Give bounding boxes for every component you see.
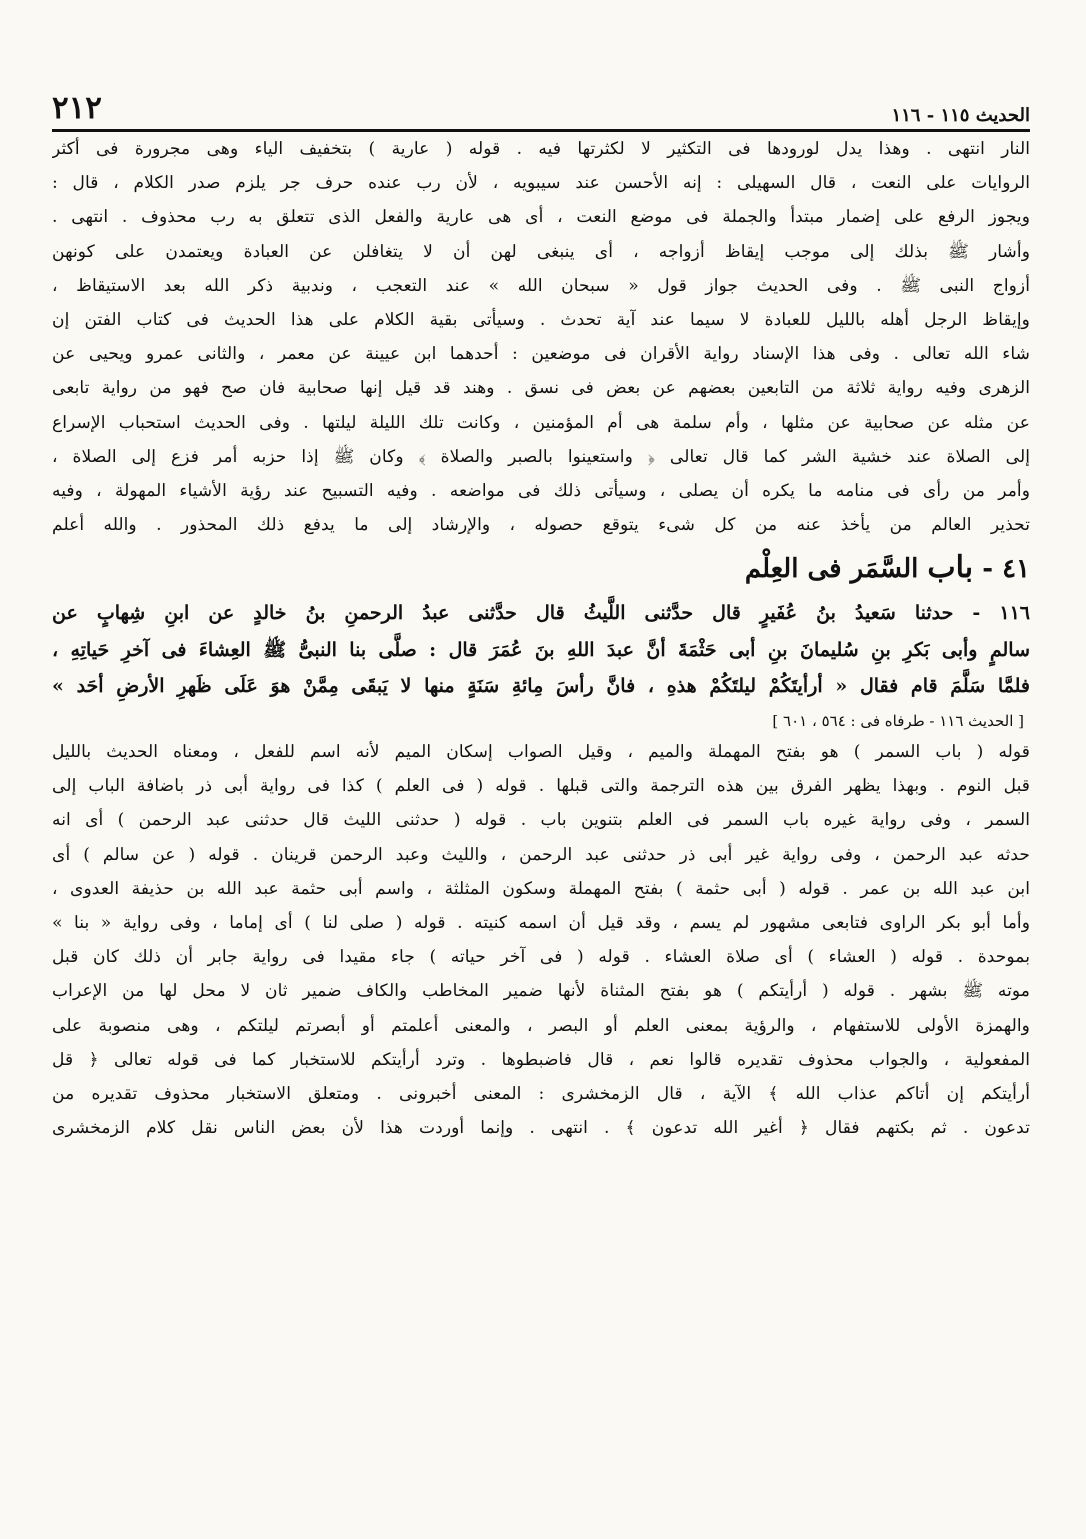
text-line: قوله ( باب السمر ) هو بفتح المهملة والميم ، وقيل الصواب إسكان الميم لأنه اسم للفعل ، ومعناه الحديث بالليل <box>52 741 1030 762</box>
text-line: وأما أبو بكر الراوى فتابعى مشهور لم يسم ، وقد قيل أن اسمه كنيته . قوله ( صلى لنا ) أى إماما ، وفى رواية « بنا » <box>52 912 1030 933</box>
text-line: ويجوز الرفع على إضمار مبتدأ والجملة فى موضع النعت ، أى هى عارية والفعل الذى تتعلق به رب محذوف . انتهى . <box>52 207 1030 228</box>
text-line: وإيقاظ الرجل أهله بالليل للعبادة لا سيما عند آية تحدث . وسيأتى بقية الكلام على هذا الحديث فى كتاب الفتن إن <box>52 310 1030 331</box>
text-line: شاء الله تعالى . وفى هذا الإسناد رواية الأقران فى موضعين : أحدهما ابن عيينة عن معمر ، والثانى عمرو ويحيى عن <box>52 344 1030 365</box>
commentary-top <box>52 132 1030 542</box>
commentary-bottom <box>52 735 1030 1145</box>
text-line: وأمر من رأى فى منامه ما يكره أن يصلى ، وسيأتى ذلك فى مواضعه . وفيه التسبيح عند رؤية الأشياء المهولة ، وفيه <box>52 481 1030 502</box>
text-line: وأشار ﷺ بذلك إلى موجب إيقاظ أزواجه ، أى ينبغى لهن أن لا يتغافلن عن العبادة ويعتمدن على كونهن <box>52 241 1030 262</box>
hadith-line: ١١٦ - حدثنا سَعيدُ بنُ عُفَيرٍ قال حدَّثنى اللَّيثُ قال حدَّثنى عبدُ الرحمنِ بنُ خالدٍ عن ابنِ شِهابٍ عن <box>52 602 1030 625</box>
text-line: قبل النوم . وبهذا يظهر الفرق بين هذه الترجمة والتى قبلها . قوله ( فى العلم ) كذا فى رواية أبى ذر باضافة الباب إلى <box>52 776 1030 797</box>
hadith-line: فلمَّا سَلَّمَ قام فقال « أرأيتَكُمْ ليلتَكُمْ هذهِ ، فانَّ رأسَ مِائةِ سَنَةٍ منها لا يَبقَى مِمَّنْ هوَ عَلَى ظَهرِ الأرضِ أحَد » <box>52 675 1030 698</box>
page-body <box>52 132 1030 1145</box>
text-line: أرأيتكم إن أتاكم عذاب الله ﴾ الآية ، قال الزمخشرى : المعنى أخبرونى . ومتعلق الاستخبار محذوف تقديره من <box>52 1083 1030 1104</box>
text-line: المفعولية ، والجواب محذوف تقديره قالوا نعم ، قال فاضبطوها . وترد أرأيتكم للاستخبار كما فى قوله تعالى ﴿ قل <box>52 1049 1030 1070</box>
chapter-word: باب <box>927 550 974 586</box>
hadith-cross-reference: [ الحديث ١١٦ - طرفاه فى : ٥٦٤ ، ٦٠١ ] <box>772 711 1024 730</box>
text-line: بموحدة . قوله ( العشاء ) أى صلاة العشاء . قوله ( فى آخر حياته ) جاء مقيدا فى رواية جابر أن ذلك كان قبل <box>52 947 1030 968</box>
text-line: موته ﷺ بشهر . قوله ( أرأيتكم ) هو بفتح المثناة لأنها ضمير المخاطب والكاف ضمير ثان لا محل لها من الإعراب <box>52 981 1030 1002</box>
chapter-number: ٤١ - <box>982 554 1030 585</box>
text-line: النار انتهى . وهذا يدل لورودها فى التكثير لا لكثرتها فيه . قوله ( عارية ) بتخفيف الياء وهى مجرورة فى أكثر <box>52 139 1030 159</box>
text-line: عن مثله عن صحابية عن مثلها ، وأم سلمة هى أم المؤمنين ، وكانت تلك الليلة ليلتها . وفى الحديث استحباب الإسراع <box>52 412 1030 433</box>
text-line: ابن عبد الله بن عمر . قوله ( أبى حثمة ) بفتح المهملة وسكون المثلثة ، واسم أبى حثمة عبد الله بن حذيفة العدوى ، <box>52 878 1030 899</box>
hadith-line: سالمٍ وأبى بَكرِ بنِ سُليمانَ بنِ أبى حَثْمَةَ أنَّ عبدَ اللهِ بنَ عُمَرَ قال : صلَّى بنا النبىُّ ﷺ العِشاءَ فى آخرِ حَياتِهِ ، <box>52 638 1030 661</box>
text-line: الروايات على النعت ، قال السهيلى : إنه الأحسن عند سيبويه ، لأن رب عنده حرف جر يلزم صدر الكلام ، قال : <box>52 173 1030 194</box>
text-line: حدثه عبد الرحمن ، وفى رواية غير أبى ذر حدثنى عبد الرحمن ، والليث وعبد الرحمن قرينان . قوله ( عن سالم ) أى <box>52 844 1030 865</box>
page-number: ٢١٢ <box>52 90 102 126</box>
page-header <box>52 86 1030 126</box>
text-line: إلى الصلاة عند خشية الشر كما قال تعالى ﴿ واستعينوا بالصبر والصلاة ﴾ وكان ﷺ إذا حزبه أمر فزع إلى الصلاة ، <box>52 446 1030 467</box>
text-line: أزواج النبى ﷺ . وفى الحديث جواز قول « سبحان الله » عند التعجب ، وندبية ذكر الله بعد الاستيقاظ ، <box>52 275 1030 296</box>
chapter-heading <box>52 546 1030 591</box>
text-line: تحذير العالم من يأخذ عنه من كل شىء يتوقع حصوله ، والإرشاد إلى ما يدفع ذلك المحذور . والله أعلم <box>52 515 1030 536</box>
text-line: تدعون . ثم بكتهم فقال ﴿ أغير الله تدعون ﴾ . انتهى . وإنما أوردت هذا لأن بعض الناس نقل كلام الزمخشرى <box>52 1118 1030 1139</box>
text-line: والهمزة الأولى للاستفهام ، والرؤية بمعنى العلم أو البصر ، والمعنى أعلمتم أو أبصرتم ليلتكم ، وهى منصوبة على <box>52 1015 1030 1036</box>
chapter-title: السَّمَر فى العِلْم <box>744 554 919 585</box>
text-line: الزهرى وفيه رواية ثلاثة من التابعين بعضهم عن بعض فى نسق . وهند قد قيل إنها صحابية فان صح فهو من رواية تابعى <box>52 378 1030 399</box>
running-head: الحديث ١١٥ - ١١٦ <box>891 105 1030 126</box>
text-line: السمر ، وفى رواية غيره باب السمر فى العلم بتنوين باب . قوله ( حدثنى الليث قال حدثنى عبد الرحمن ) أى انه <box>52 810 1030 831</box>
hadith-text <box>52 595 1030 705</box>
